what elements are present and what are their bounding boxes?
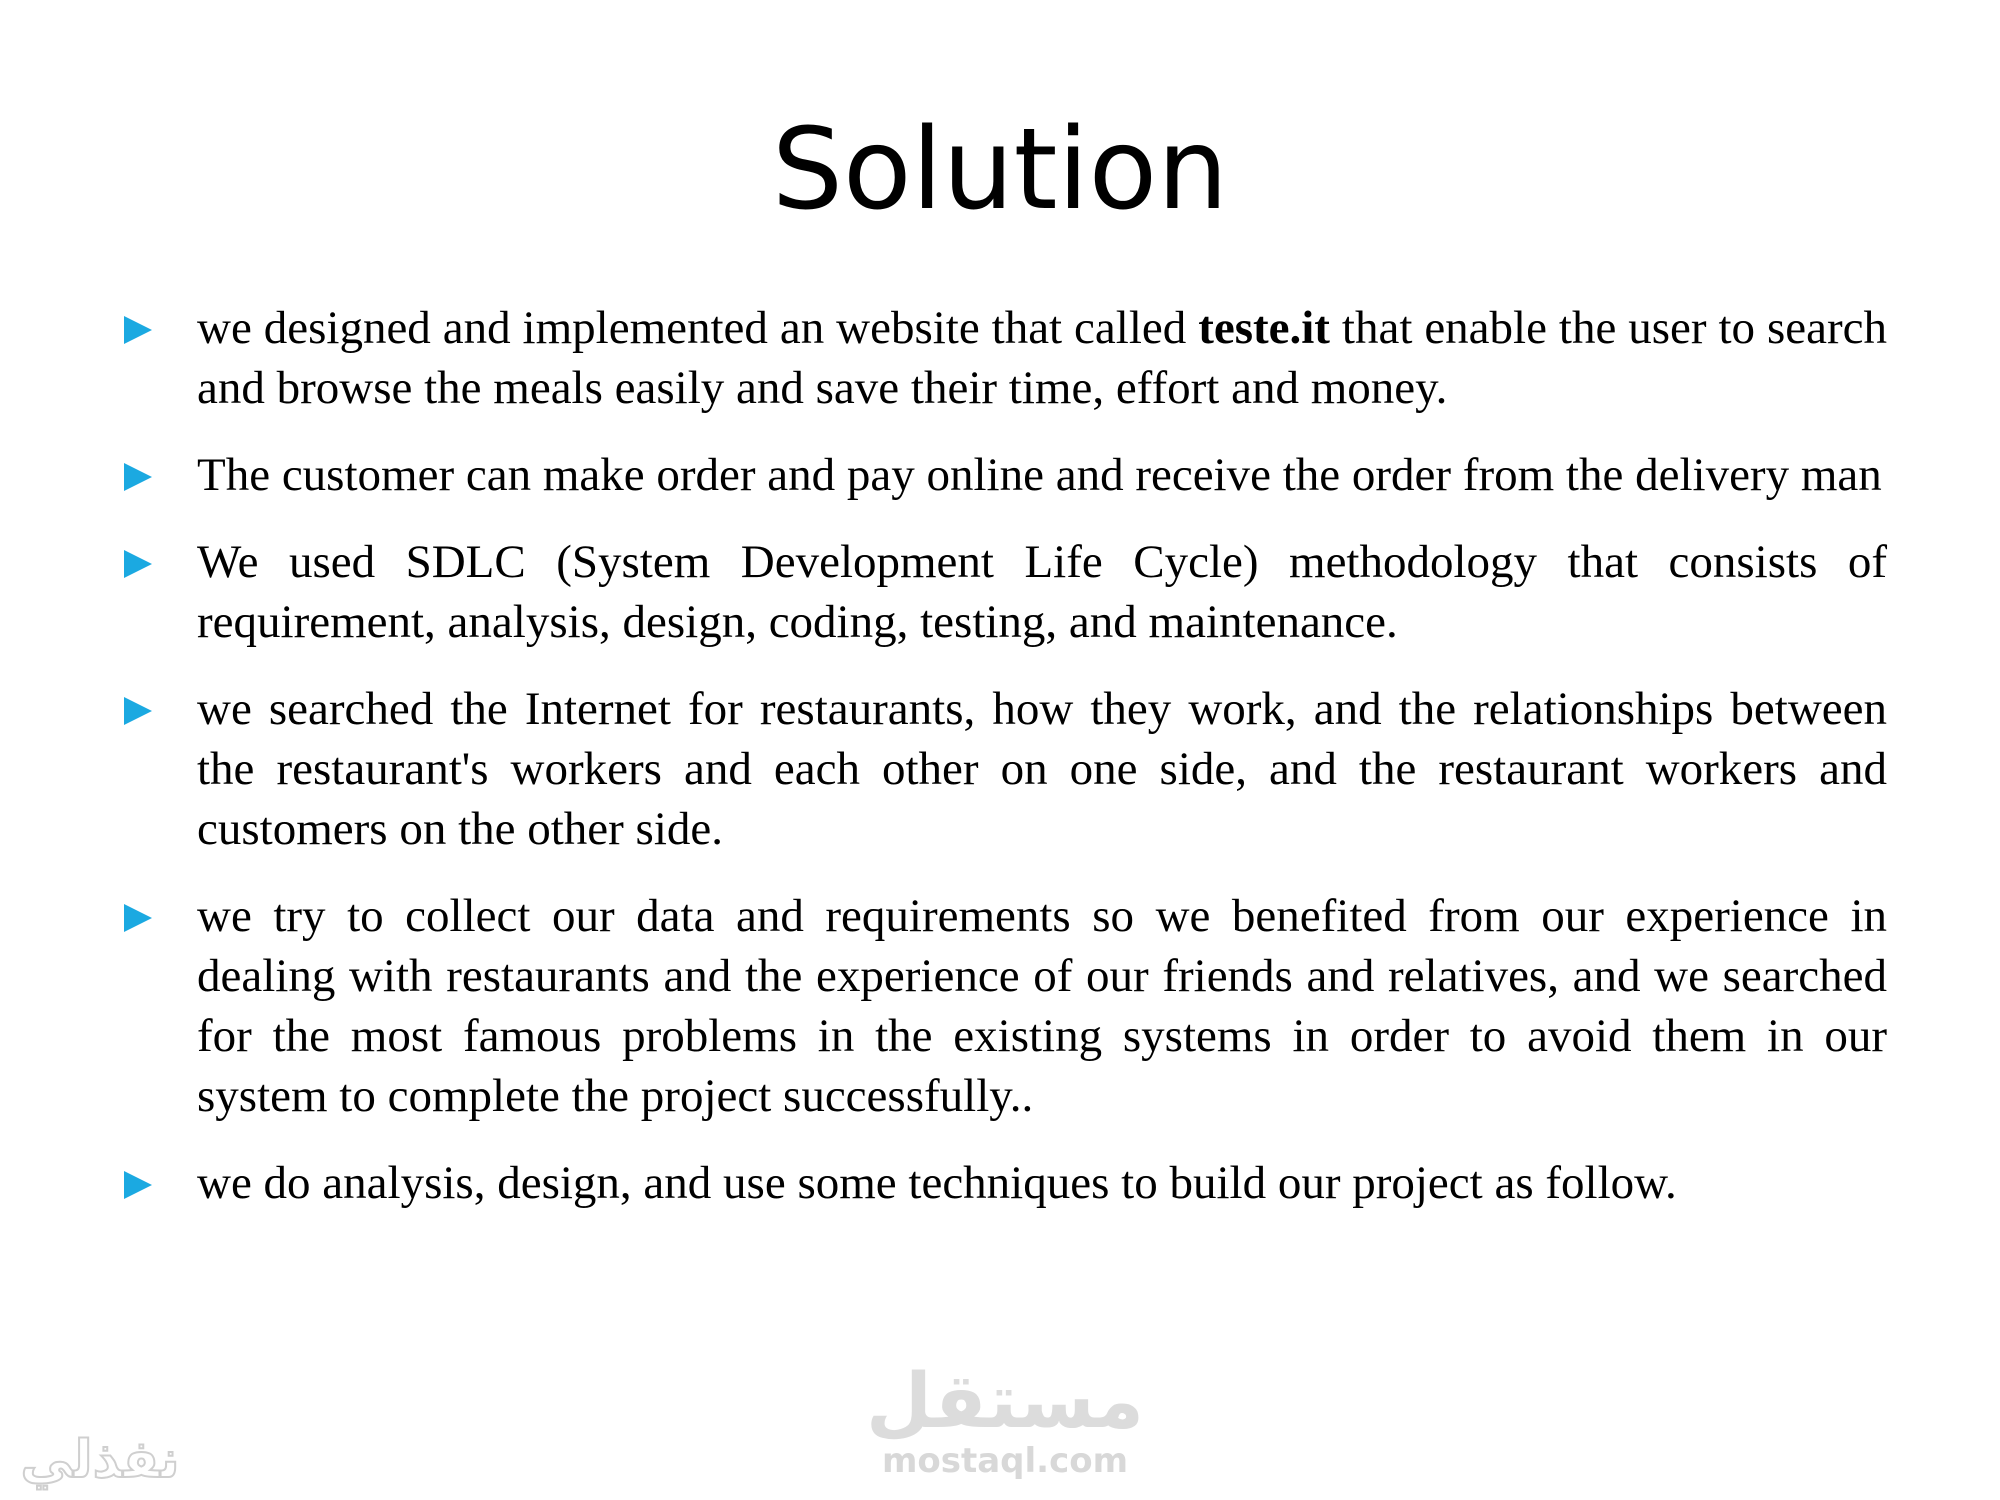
bullet-text: we do analysis, design, and use some techniques to build our project as follow.: [197, 1157, 1677, 1209]
bullet-text-part: we designed and implemented an website that called: [197, 302, 1199, 354]
bullet-text: We used SDLC (System Development Life Cycle) methodology that consists of requirement, analysis, design, coding, testing, and maintenance.: [197, 536, 1887, 648]
bullet-text: The customer can make order and pay online and receive the order from the delivery man: [197, 449, 1882, 501]
triangle-right-icon: [124, 316, 152, 344]
bullet-list: [120, 298, 1900, 1240]
triangle-right-icon: [124, 550, 152, 578]
triangle-right-icon: [124, 463, 152, 491]
triangle-right-icon: [124, 697, 152, 725]
bullet-item: [120, 886, 1900, 1126]
watermark-arabic-text: مستقل: [866, 1356, 1144, 1445]
corner-watermark-logo: نفذلي: [20, 1430, 180, 1490]
bullet-item: [120, 445, 1900, 505]
bullet-item: [120, 679, 1900, 859]
bullet-text: [197, 298, 1887, 418]
bullet-text-part: that enable the user to search and browse the meals easily and save their time, effort and money.: [197, 302, 1887, 414]
triangle-right-icon: [124, 904, 152, 932]
triangle-right-icon: [124, 1171, 152, 1199]
website-name: teste.it: [1198, 302, 1330, 354]
bullet-text: we searched the Internet for restaurants, how they work, and the relationships between the restaurant's workers and each other on one side, and the restaurant workers and customers on the other side.: [197, 683, 1887, 855]
bullet-item: [120, 1153, 1900, 1213]
watermark-domain-text: mostaql.com: [881, 1441, 1129, 1481]
bullet-item: [120, 532, 1900, 652]
slide-title: Solution: [771, 105, 1229, 235]
bullet-item: [120, 298, 1900, 418]
mostaql-watermark: [860, 1356, 1150, 1481]
bullet-text: we try to collect our data and requirements so we benefited from our experience in dealing with restaurants and the experience of our friends and relatives, and we searched for the most famous problems in the existing systems in order to avoid them in our system to complete the project successfully..: [197, 890, 1887, 1122]
